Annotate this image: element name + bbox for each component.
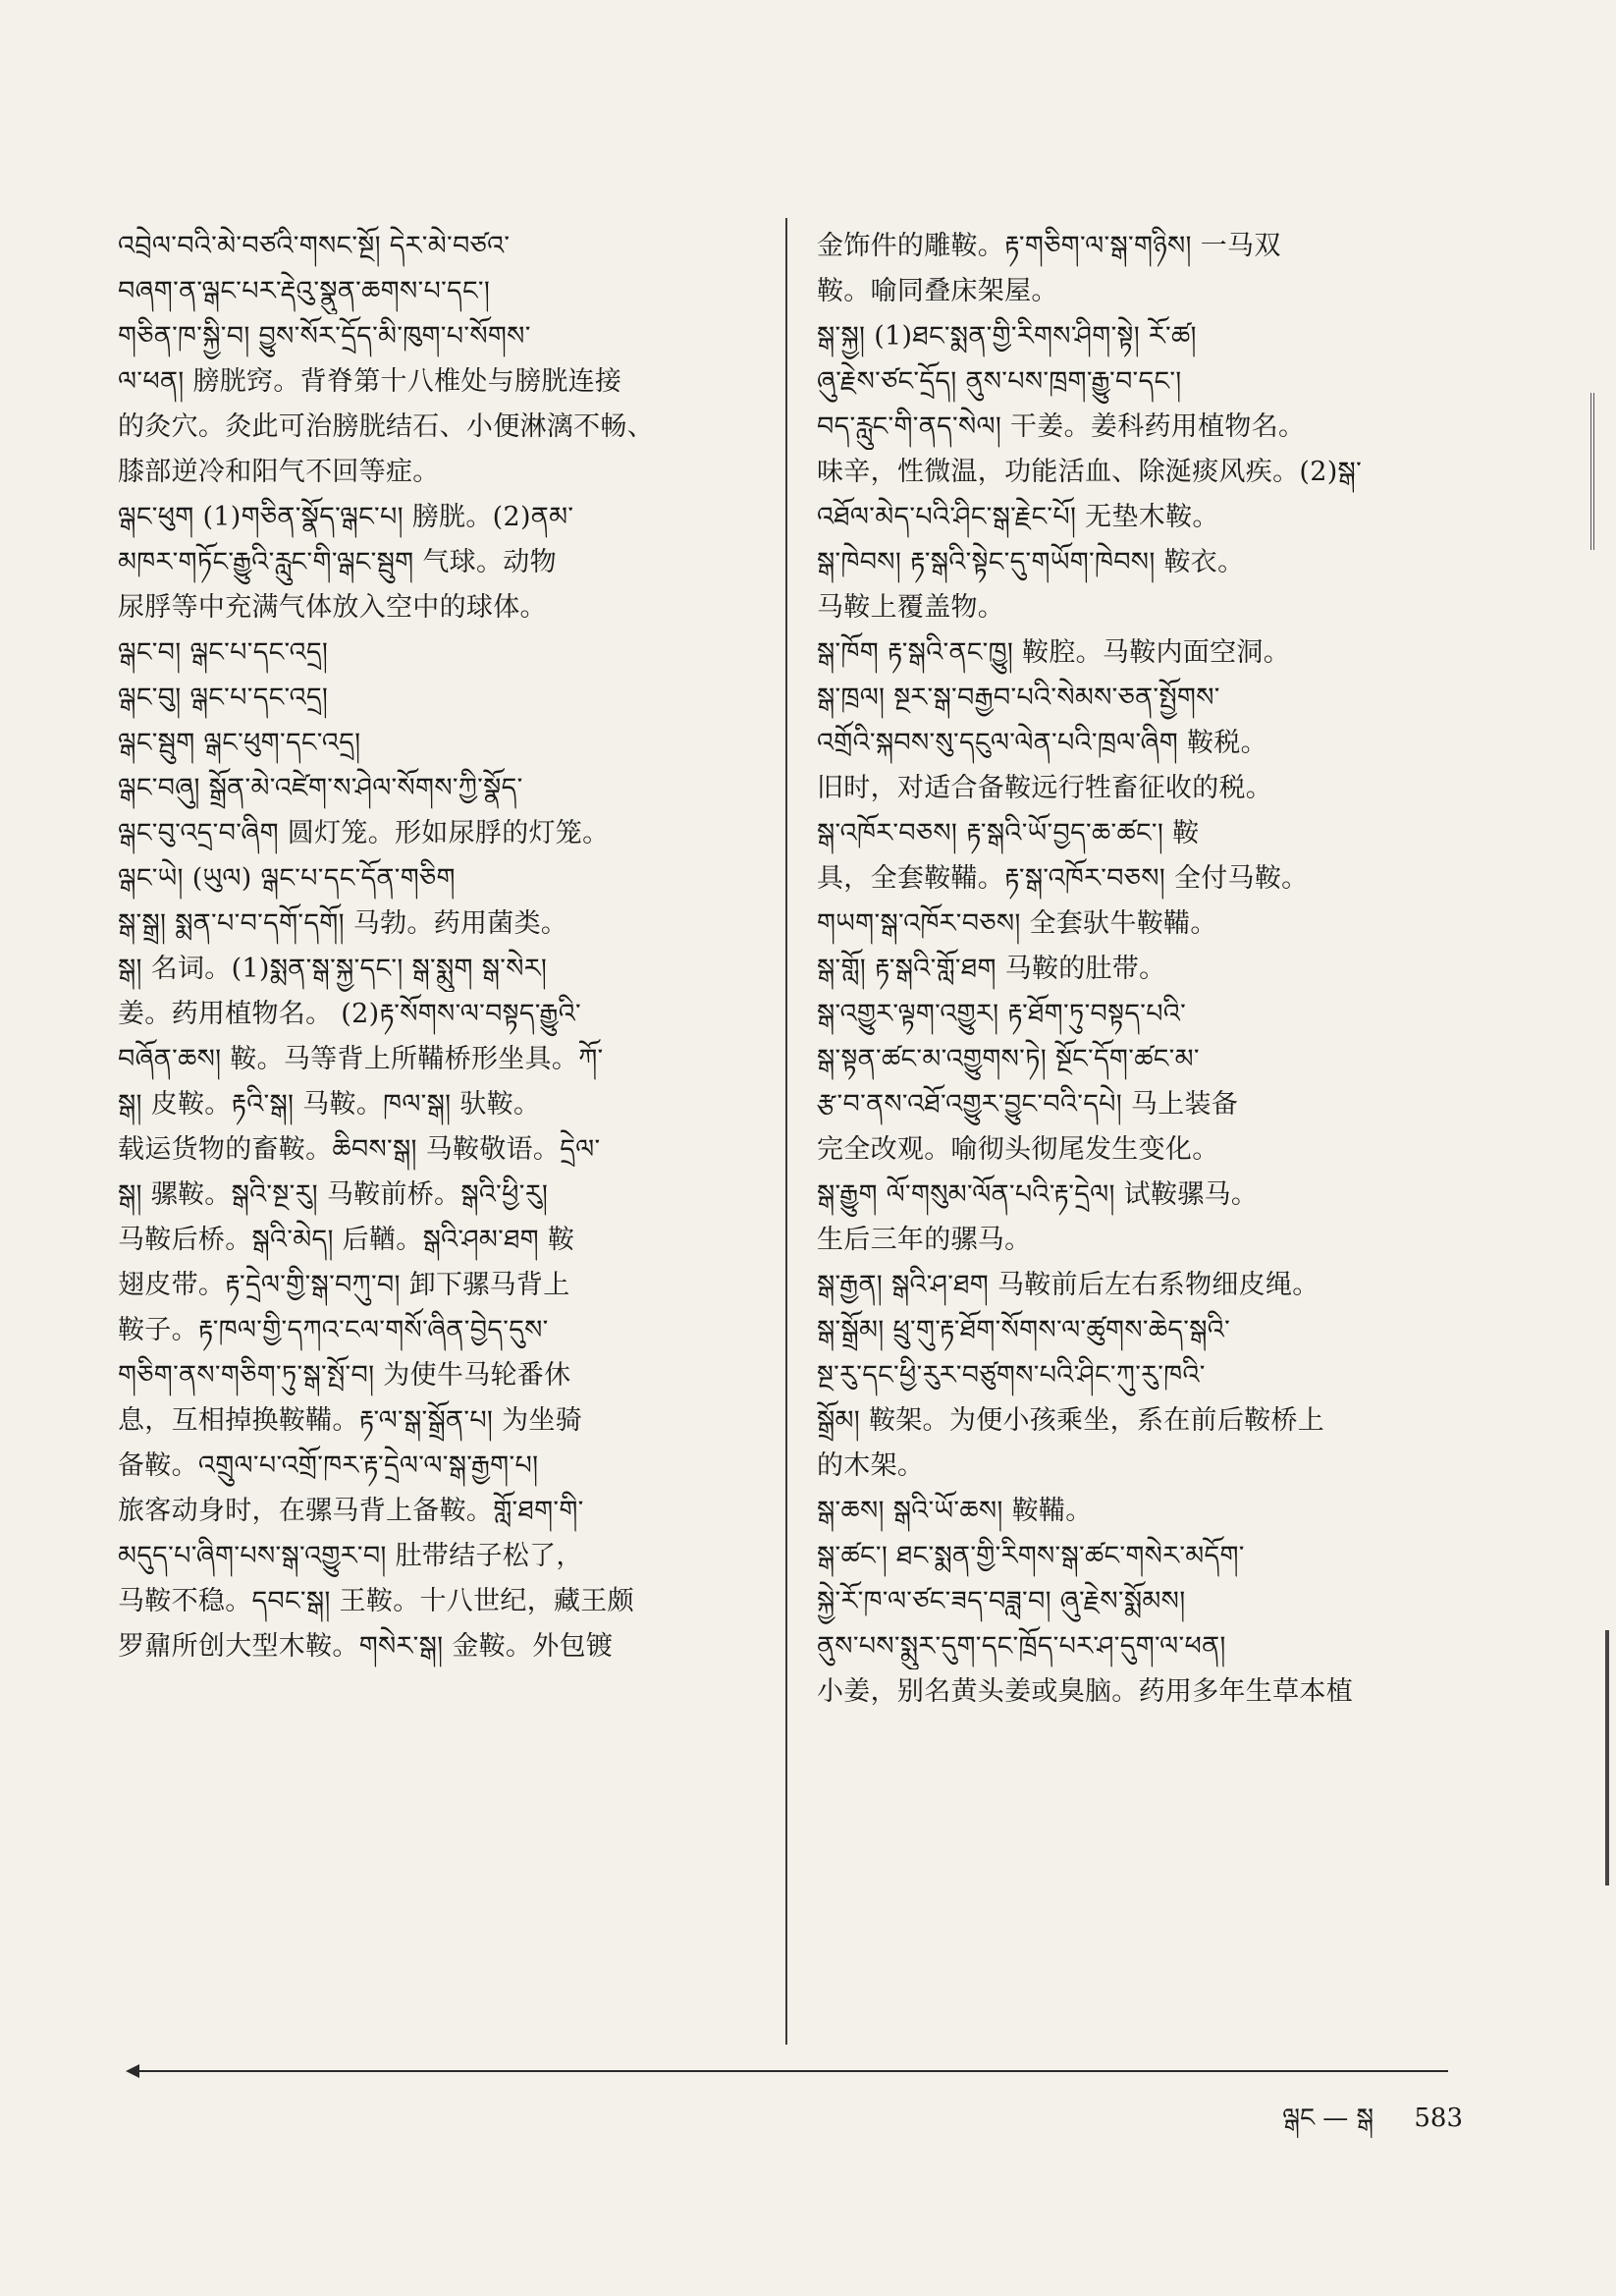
text-line: ནུས་པས་སྨུར་དུག་དང་ཁྲོད་པར་ཤ་དུག་ལ་ཕན། bbox=[817, 1631, 1226, 1662]
text-line: སྒ་ཚང་། ཐང་སྨན་གྱི་རིགས་སྒ་ཚང་གསེར་མདོག་ bbox=[817, 1541, 1245, 1571]
text-line: 膝部逆冷和阳气不回等症。 bbox=[118, 457, 440, 487]
text-line: ལ་ཕན། 膀胱窍。背脊第十八椎处与膀胱连接 bbox=[118, 366, 622, 397]
text-line: 罗鼐所创大型木鞍。གསེར་སྒ། 金鞍。外包镀 bbox=[118, 1631, 614, 1662]
text-line: གཡག་སྒ་འཁོར་བཅས། 全套驮牛鞍鞴。 bbox=[817, 908, 1217, 939]
text-line: སྒ་སྒྲོམ། ཕྲུ་གུ་རྟ་ཐོག་སོགས་ལ་ཚུགས་ཆེད་སྒའི་ bbox=[817, 1315, 1231, 1345]
footer-range: ལྒང — སྒ bbox=[1282, 2104, 1374, 2133]
text-line: བཞག་ན་ལྒང་པར་རྡེའུ་སྣུན་ཆགས་པ་དང་། bbox=[118, 276, 491, 306]
text-line: 的木架。 bbox=[817, 1450, 925, 1481]
text-line: 翅皮带。རྟ་དྲེལ་གྱི་སྒ་བཀུ་བ། 卸下骡马背上 bbox=[118, 1270, 570, 1300]
text-line: 载运货物的畜鞍。ཆིབས་སྒ། 马鞍敬语。དྲེལ་ bbox=[118, 1134, 601, 1165]
text-line: མདུད་པ་ཞིག་པས་སྒ་འགྱུར་བ། 肚带结子松了， bbox=[118, 1541, 583, 1571]
text-line: ལྒང་སྦུག ལྒང་ཕུག་དང་འདྲ། bbox=[118, 728, 361, 758]
text-line: ལྒང་བ། ལྒང་པ་དང་འདྲ། bbox=[118, 637, 329, 668]
margin-scan-mark bbox=[1605, 1630, 1609, 1886]
text-line: སྒ་ཆས། སྒའི་ཡོ་ཆས། 鞍鞴。 bbox=[817, 1496, 1093, 1526]
text-line: བད་རླུང་གི་ནད་སེལ། 干姜。姜科药用植物名。 bbox=[817, 411, 1306, 442]
text-line: སྒ་སྐྱ། (1)ཐང་སྨན་གྱི་རིགས་ཤིག་སྟེ། རོ་ཚ། bbox=[817, 321, 1197, 352]
text-line: 尿脬等中充满气体放入空中的球体。 bbox=[118, 592, 547, 623]
text-line: ལྒང་བཞུ། སྒྲོན་མེ་འཛེག་ས་ཤེལ་སོགས་ཀྱི་སྣོད་ bbox=[118, 773, 523, 803]
text-line: བཞོན་ཆས། 鞍。马等背上所鞴桥形坐具。ཀོ་ bbox=[118, 1044, 604, 1074]
page-number: 583 bbox=[1414, 2104, 1463, 2133]
page-footer bbox=[1188, 2090, 1463, 2161]
text-line: གཅིན་ཁ་སྐྱི་བ། བྱུས་སོར་དྲོད་མི་ཁུག་པ་སོགས་ bbox=[118, 321, 531, 352]
text-line: ལྒང་བུ། ལྒང་པ་དང་འདྲ། bbox=[118, 683, 329, 713]
text-line: སྒ། 骡鞍。སྒའི་སྔ་རུ། 马鞍前桥。སྒའི་ཕྱི་རུ། bbox=[118, 1179, 549, 1210]
text-line: སྒ་སྒྲ། སྨན་པ་བ་དགོ་དགོ། 马勃。药用菌类。 bbox=[118, 908, 568, 939]
text-line: 的灸穴。灸此可治膀胱结石、小便淋漓不畅、 bbox=[118, 411, 654, 442]
text-line: སྒ་ཁོག རྟ་སྒའི་ནང་ཁྱུ། 鞍腔。马鞍内面空洞。 bbox=[817, 637, 1291, 668]
text-line: སྒ་སྟན་ཚང་མ་འགྱུགས་ཏེ། སྔོང་དོག་ཚང་མ་ bbox=[817, 1044, 1200, 1074]
text-line: 姜。药用植物名。 (2)རྟ་སོགས་ལ་བསྟད་རྒྱུའི་ bbox=[118, 999, 581, 1029]
text-line: སྒ་གློ། རྟ་སྒའི་གློ་ཐག 马鞍的肚带。 bbox=[817, 954, 1166, 984]
footer-rule bbox=[128, 2070, 1448, 2072]
text-line: སྒ་ཁེབས། རྟ་སྒའི་སྟེང་དུ་གཡོག་ཁེབས། 鞍衣。 bbox=[817, 547, 1245, 577]
text-line: གཅིག་ནས་གཅིག་ཏུ་སྒ་སྤོ་བ། 为使牛马轮番休 bbox=[118, 1360, 571, 1391]
text-line: 生后三年的骡马。 bbox=[817, 1225, 1032, 1255]
text-line: འབྲེལ་བའི་མེ་བཙའི་གསང་སྔོ། དེར་མེ་བཙའ་ bbox=[118, 231, 511, 261]
text-line: 马鞍上覆盖物。 bbox=[817, 592, 1005, 623]
text-line: སྒ། 名词。(1)སྨན་སྒ་སྐྱ་དང་། སྒ་སྨུག སྒ་སེར། bbox=[118, 954, 548, 984]
text-line: རྩ་བ་ནས་འཐོ་འགྱུར་བྱུང་བའི་དཔེ། 马上装备 bbox=[817, 1089, 1239, 1120]
text-line: 旅客动身时，在骡马背上备鞍。གློ་ཐག་གི་ bbox=[118, 1496, 584, 1526]
text-line: 鞍。喻同叠床架屋。 bbox=[817, 276, 1058, 306]
text-line: ལྒང་ཡེ། (ཡུལ) ལྒང་པ་དང་དོན་གཅིག bbox=[118, 863, 456, 894]
text-line: སྒ་འཁོར་བཅས། རྟ་སྒའི་ཡོ་བྱད་ཆ་ཚང་། 鞍 bbox=[817, 818, 1200, 848]
text-line: 完全改观。喻彻头彻尾发生变化。 bbox=[817, 1134, 1219, 1165]
text-line: ལྒང་བུ་འདྲ་བ་ཞིག 圆灯笼。形如尿脬的灯笼。 bbox=[118, 818, 610, 848]
text-line: ལྒང་ཕུག (1)གཅིན་སྣོད་ལྒང་པ། 膀胱。(2)ནམ་ bbox=[118, 502, 574, 532]
text-line: 马鞍后桥。སྒའི་མེད། 后鞧。སྒའི་ཤམ་ཐག 鞍 bbox=[118, 1225, 575, 1255]
margin-scan-mark bbox=[1590, 393, 1604, 550]
text-line: སྒྲོམ། 鞍架。为便小孩乘坐，系在前后鞍桥上 bbox=[817, 1405, 1325, 1436]
text-line: སྐྱེ་རོ་ཁ་ལ་ཙང་ཟད་བཟླ་བ། ཞུ་རྗེས་སྨོམས། bbox=[817, 1586, 1186, 1616]
text-line: 马鞍不稳。དབང་སྒ། 王鞍。十八世纪，藏王颇 bbox=[118, 1586, 634, 1616]
text-line: ཞུ་རྗེས་ཙང་དྲོད། ནུས་པས་ཁྲག་རྒྱུ་བ་དང་། bbox=[817, 366, 1182, 397]
text-line: སྒ་འགྱུར་ལྟག་འགྱུར། རྟ་ཐོག་ཏུ་བསྟད་པའི་ bbox=[817, 999, 1187, 1029]
text-line: 旧时，对适合备鞍远行牲畜征收的税。 bbox=[817, 773, 1273, 803]
text-line: 味辛，性微温，功能活血、除涎痰风疾。(2)སྒ་ bbox=[817, 457, 1363, 487]
text-line: 鞍子。རྟ་ཁལ་གྱི་དཀའ་ངལ་གསོ་ཞིན་བྱེད་དུས་ bbox=[118, 1315, 549, 1345]
text-line: 息，互相掉换鞍鞴。རྟ་ལ་སྒ་སྒྲོན་པ། 为坐骑 bbox=[118, 1405, 582, 1436]
text-line: སྒ་རྒྱན། སྒའི་ཤ་ཐག 马鞍前后左右系物细皮绳。 bbox=[817, 1270, 1320, 1300]
left-column bbox=[118, 224, 761, 1669]
text-line: 具，全套鞍鞴。རྟ་སྒ་འཁོར་བཅས། 全付马鞍。 bbox=[817, 863, 1309, 894]
text-line: 小姜，别名黄头姜或臭脑。药用多年生草本植 bbox=[817, 1676, 1353, 1707]
text-line: 金饰件的雕鞍。རྟ་གཅིག་ལ་སྒ་གཉིས། 一马双 bbox=[817, 231, 1281, 261]
text-line: འགྲོའི་སྐབས་སུ་དངུལ་ལེན་པའི་ཁྲལ་ཞིག 鞍税。 bbox=[817, 728, 1267, 758]
right-column bbox=[817, 224, 1470, 1715]
text-line: སྒ། 皮鞍。རྟའི་སྒ། 马鞍。ཁལ་སྒ། 驮鞍。 bbox=[118, 1089, 541, 1120]
text-line: 备鞍。འགྲུལ་པ་འགྲོ་ཁར་རྟ་དྲེལ་ལ་སྒ་རྒྱག་པ། bbox=[118, 1450, 539, 1481]
text-line: སྒ་རྒྱུག ལོ་གསུམ་ལོན་པའི་རྟ་དྲེལ། 试鞍骡马。 bbox=[817, 1179, 1259, 1210]
column-divider bbox=[785, 218, 787, 2045]
text-line: སྒ་ཁྲལ། སྔར་སྒ་བརྒྱབ་པའི་སེམས་ཅན་སྤྱོགས་ bbox=[817, 683, 1220, 713]
text-line: མཁར་གཏོང་རྒྱུའི་རླུང་གི་ལྒང་སྦུག 气球。动物 bbox=[118, 547, 557, 577]
text-line: འཐོལ་མེད་པའི་ཤིང་སྒ་རྗེང་པོ། 无垫木鞍。 bbox=[817, 502, 1219, 532]
text-line: སྔ་རུ་དང་ཕྱི་རུར་བཙུགས་པའི་ཤིང་ཀུ་རུ་ཁའི་ bbox=[817, 1360, 1206, 1391]
